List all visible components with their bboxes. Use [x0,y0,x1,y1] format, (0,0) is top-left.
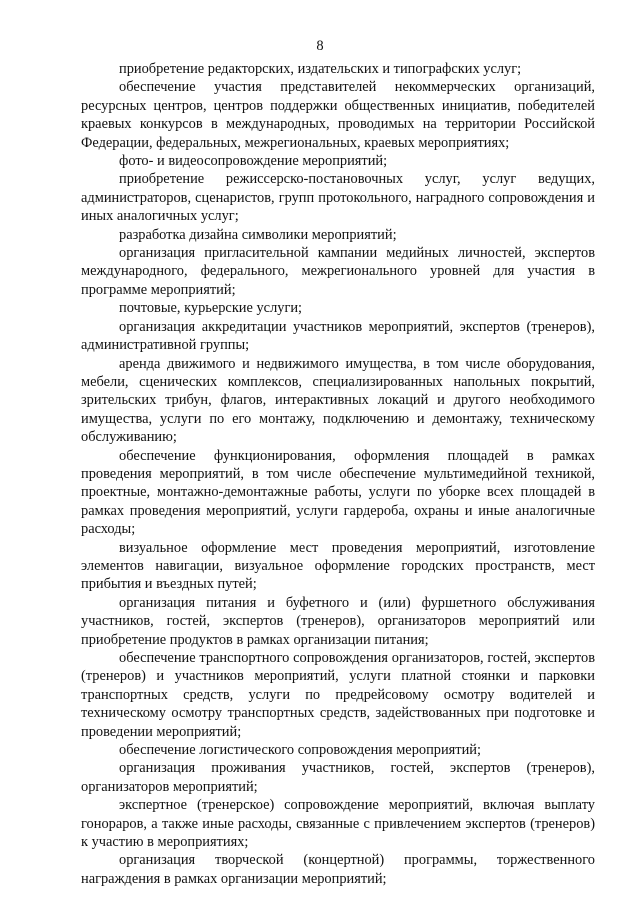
paragraph: визуальное оформление мест проведения мероприятий, изготовление элементов навигации, визуальное оформление городских пространств, мест прибытия и въездных путей; [81,539,595,593]
paragraph: организация аккредитации участников мероприятий, экспертов (тренеров), административной группы; [81,318,595,354]
paragraph: фото- и видеосопровождение мероприятий; [119,153,388,170]
paragraph: обеспечение транспортного сопровождения организаторов, гостей, экспертов (тренеров) и участников мероприятий, услуги платной стоянки и парковки транспортных средств, услуги по предрейсовому осмотру водителей и техническому осмотру транспортных средств, задействованных при подготовке и проведении мероприятий; [81,650,595,740]
document-body [81,60,595,888]
paragraph: аренда движимого и недвижимого имущества, в том числе оборудования, мебели, сценических комплексов, специализированных напольных покрытий, зрительских трибун, флагов, интерактивных локаций и другого необходимого имущества, услуги по его монтажу, подключению и демонтажу, техническому обслуживанию; [81,355,595,446]
paragraph: обеспечение участия представителей некоммерческих организаций, ресурсных центров, центров поддержки общественных инициатив, победителей краевых конкурсов в международных, проводимых на территории Российской Федерации, федеральных, межрегиональных, краевых мероприятиях; [81,79,595,151]
paragraph: обеспечение функционирования, оформления площадей в рамках проведения мероприятий, в том числе обеспечение мультимедийной техникой, проектные, монтажно-демонтажные работы, услуги по уборке всех площадей в рамках проведения мероприятий, услуги гардероба, охраны и иные аналогичные расходы; [81,447,595,538]
paragraph: экспертное (тренерское) сопровождение мероприятий, включая выплату гонораров, а также иные расходы, связанные с привлечением экспертов (тренеров) к участию в мероприятиях; [81,797,595,851]
paragraph: разработка дизайна символики мероприятий; [119,226,397,243]
paragraph: обеспечение логистического сопровождения мероприятий; [119,742,481,759]
page-number: 8 [316,38,324,54]
paragraph: организация питания и буфетного и (или) фуршетного обслуживания участников, гостей, экспертов (тренеров), организаторов мероприятий или приобретение продуктов в рамках организации питания; [81,594,595,648]
paragraph: организация пригласительной кампании медийных личностей, экспертов международного, федерального, межрегионального уровней для участия в программе мероприятий; [81,245,595,298]
paragraph: почтовые, курьерские услуги; [119,300,303,317]
paragraph: приобретение редакторских, издательских и типографских услуг; [119,61,522,77]
paragraph: приобретение режиссерско-постановочных услуг, услуг ведущих, администраторов, сценаристов, групп протокольного, наградного сопровождения и иных аналогичных услуг; [81,171,595,225]
paragraph: организация творческой (концертной) программы, торжественного награждения в рамках организации мероприятий; [81,852,595,887]
paragraph: организация проживания участников, гостей, экспертов (тренеров), организаторов мероприятий; [81,760,595,795]
